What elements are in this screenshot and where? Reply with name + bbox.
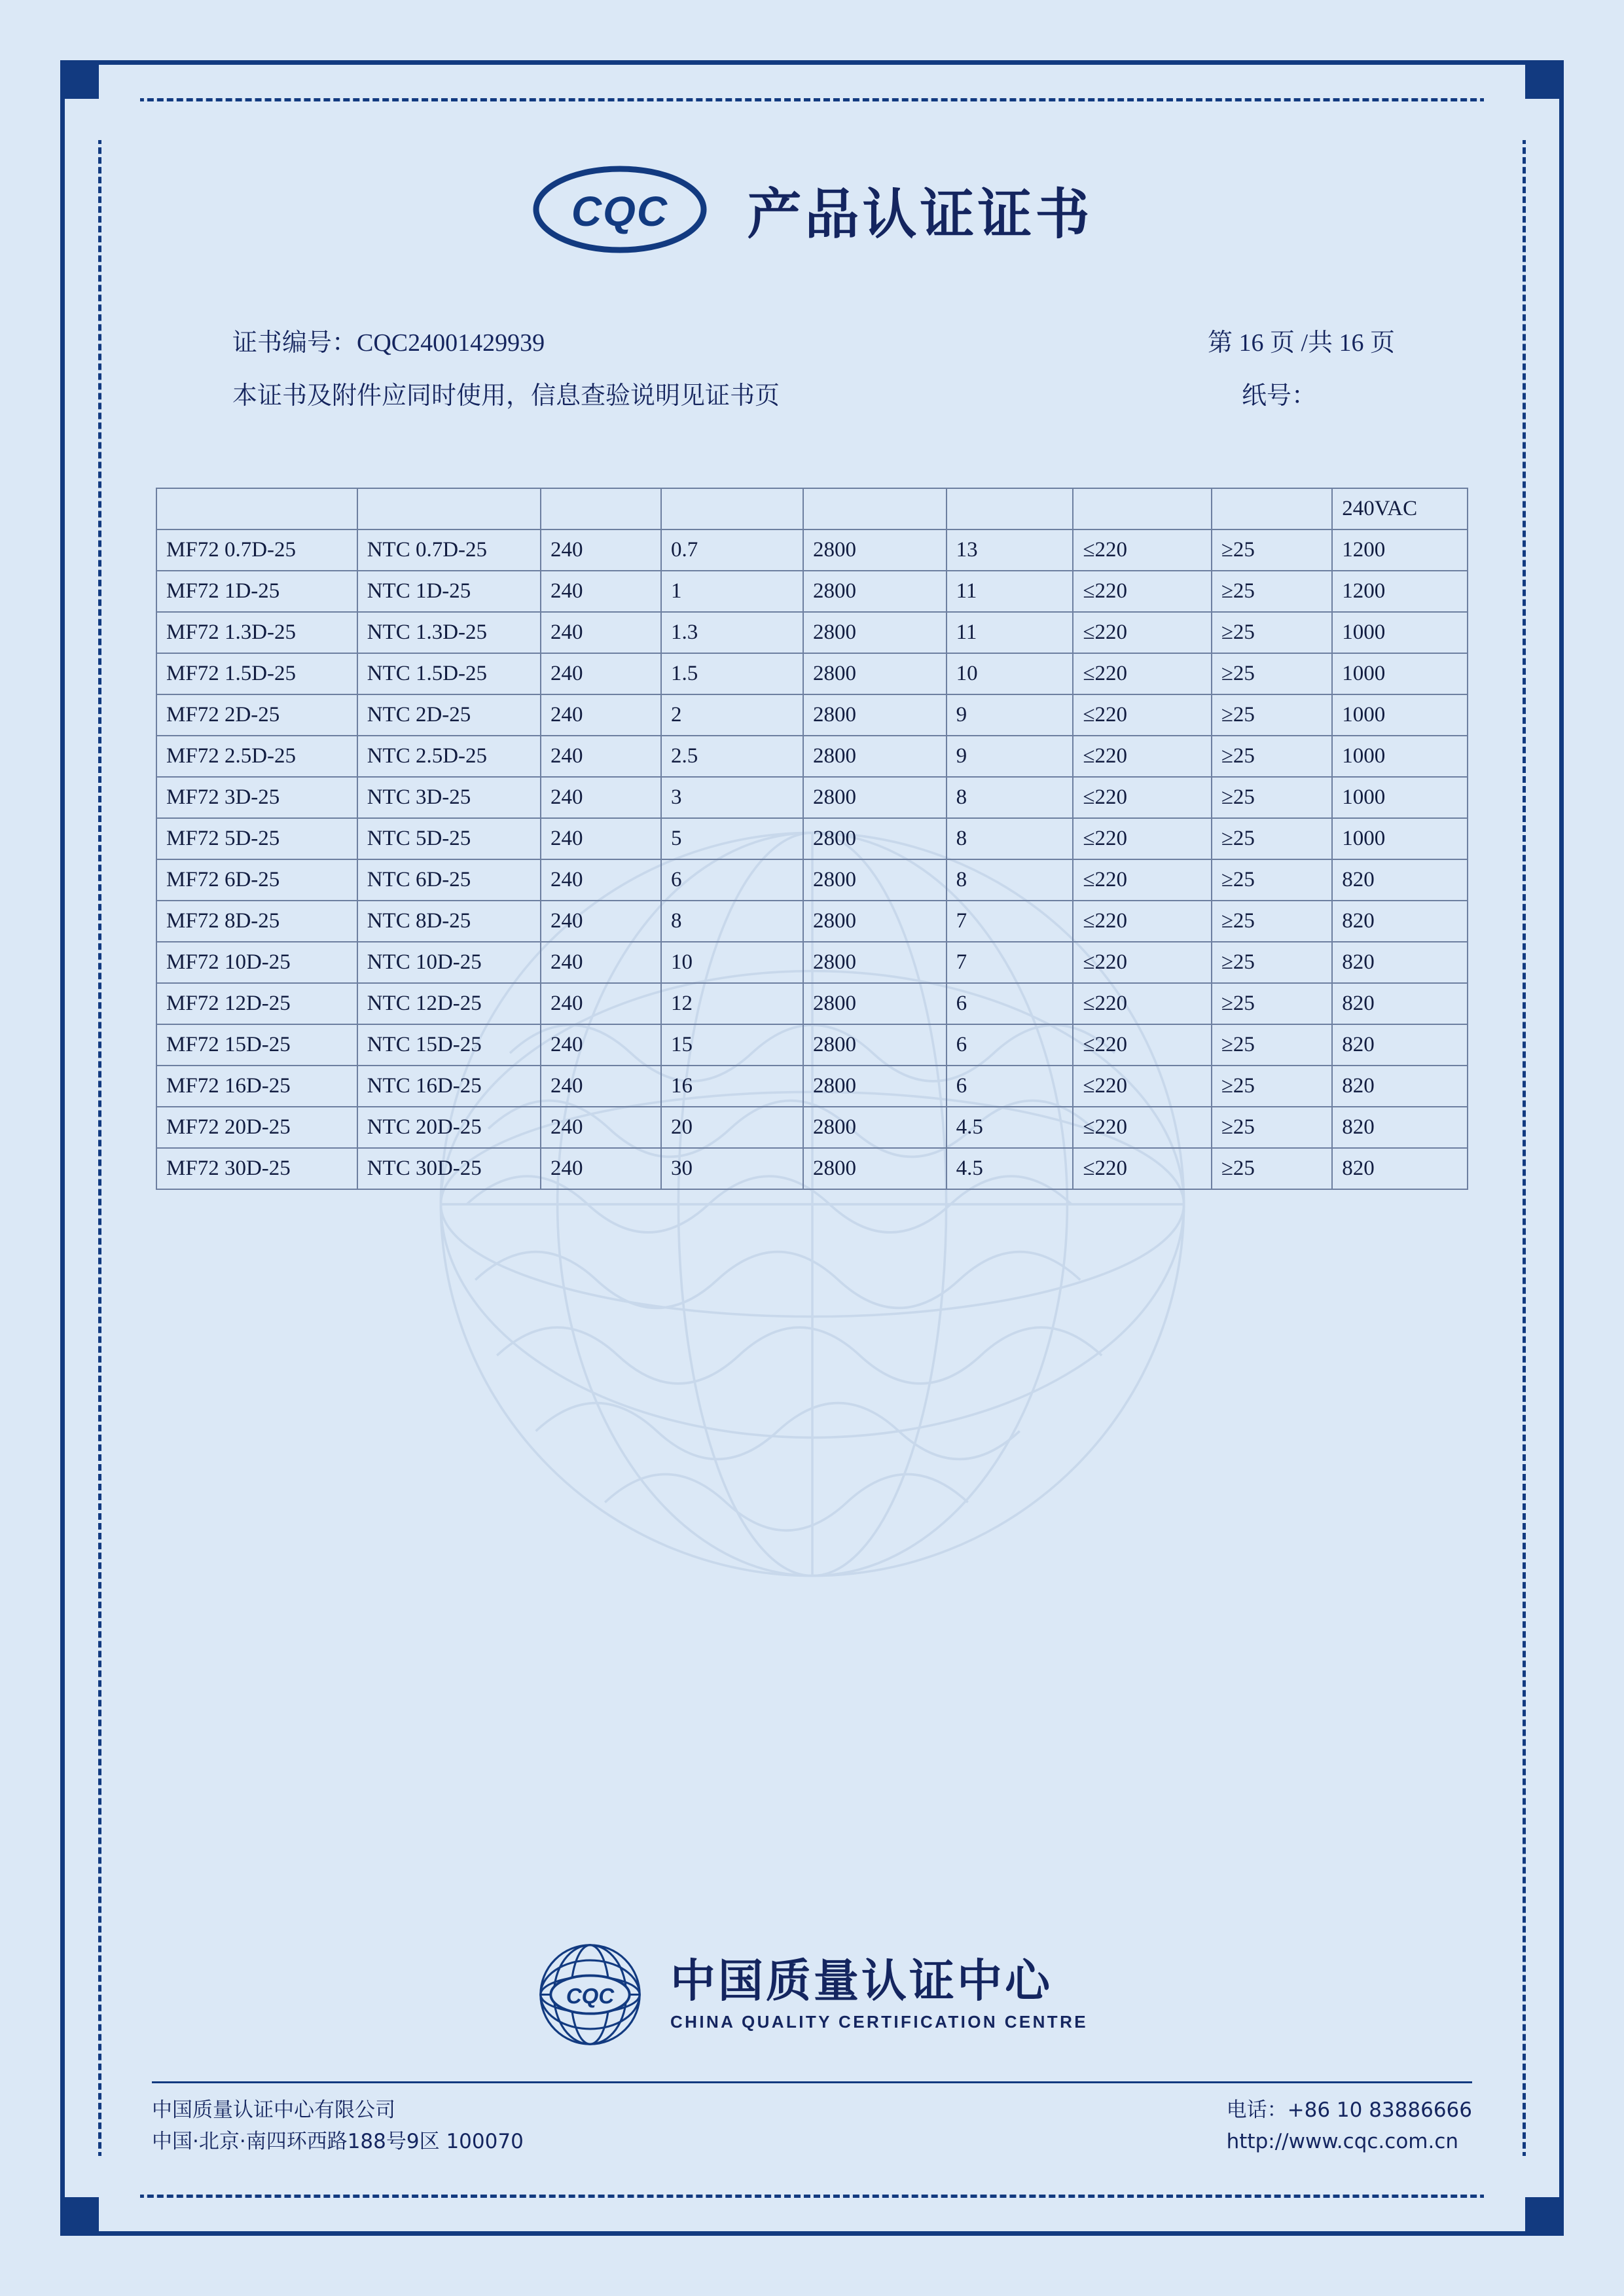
table-cell: ≥25 (1212, 942, 1332, 983)
table-cell: 820 (1332, 901, 1468, 942)
table-cell: NTC 0.7D-25 (357, 529, 541, 571)
table-cell: MF72 6D-25 (156, 859, 357, 901)
table-cell: 240 (541, 1107, 661, 1148)
footer-contact-details (1227, 2094, 1472, 2157)
table-cell: 240 (541, 777, 661, 818)
table-row (156, 653, 1468, 694)
table-cell: ≥25 (1212, 736, 1332, 777)
table-cell: 12 (661, 983, 803, 1024)
table-row (156, 1148, 1468, 1189)
table-row (156, 694, 1468, 736)
table-cell: 240 (541, 818, 661, 859)
table-row (156, 942, 1468, 983)
table-cell: 1200 (1332, 529, 1468, 571)
table-cell: 1.3 (661, 612, 803, 653)
table-cell: ≤220 (1073, 736, 1211, 777)
footer-website[interactable]: http://www.cqc.com.cn (1226, 2130, 1459, 2154)
table-cell: NTC 12D-25 (357, 983, 541, 1024)
table-cell: 8 (947, 859, 1074, 901)
footer-phone: 电话：+86 10 83886666 (1226, 2098, 1472, 2122)
table-cell: 4.5 (947, 1148, 1074, 1189)
table-cell: 11 (947, 612, 1074, 653)
certificate-header (0, 164, 1624, 255)
table-row (156, 983, 1468, 1024)
table-cell (1212, 488, 1332, 529)
footer-org-cn: 中国质量认证中心 (670, 1955, 1053, 2008)
cqc-globe-logo-icon (536, 1941, 644, 2049)
table-cell: 9 (947, 694, 1074, 736)
page-title: 产品认证证书 (747, 183, 1093, 246)
table-cell: ≤220 (1073, 983, 1211, 1024)
table-cell: MF72 1.5D-25 (156, 653, 357, 694)
table-row (156, 859, 1468, 901)
table-cell: 820 (1332, 1148, 1468, 1189)
table-cell: NTC 8D-25 (357, 901, 541, 942)
table-cell: 240 (541, 859, 661, 901)
table-cell: 2800 (803, 983, 947, 1024)
table-cell: 3 (661, 777, 803, 818)
table-cell: ≤220 (1073, 777, 1211, 818)
table-cell (541, 488, 661, 529)
table-cell: 6 (661, 859, 803, 901)
corner-notch-top-left (98, 98, 140, 140)
table-cell: MF72 5D-25 (156, 818, 357, 859)
table-cell: 240 (541, 901, 661, 942)
table-cell: 0.7 (661, 529, 803, 571)
footer-address-line1: 中国质量认证中心有限公司 (152, 2098, 395, 2122)
spec-table-body (156, 488, 1468, 1189)
table-cell: ≥25 (1212, 612, 1332, 653)
svg-text:CQC: CQC (571, 188, 668, 235)
table-cell: 2800 (803, 612, 947, 653)
spec-table (156, 488, 1468, 1190)
corner-square-bottom-right (1525, 2197, 1563, 2235)
table-cell: 1.5 (661, 653, 803, 694)
corner-notch-bottom-left (98, 2156, 140, 2198)
table-cell: 2800 (803, 736, 947, 777)
table-cell: 240 (541, 571, 661, 612)
table-cell: 1000 (1332, 653, 1468, 694)
table-cell: ≥25 (1212, 901, 1332, 942)
table-cell: NTC 10D-25 (357, 942, 541, 983)
table-cell: 820 (1332, 859, 1468, 901)
table-cell (661, 488, 803, 529)
table-cell: ≤220 (1073, 1024, 1211, 1066)
table-cell: MF72 1D-25 (156, 571, 357, 612)
table-cell: 15 (661, 1024, 803, 1066)
footer-address-line2: 中国·北京·南四环西路188号9区 100070 (152, 2130, 524, 2154)
table-cell: MF72 30D-25 (156, 1148, 357, 1189)
table-cell: ≤220 (1073, 653, 1211, 694)
table-cell: 8 (947, 777, 1074, 818)
table-cell: NTC 15D-25 (357, 1024, 541, 1066)
table-cell: ≤220 (1073, 694, 1211, 736)
table-cell: MF72 8D-25 (156, 901, 357, 942)
table-row (156, 1024, 1468, 1066)
table-cell: NTC 3D-25 (357, 777, 541, 818)
corner-notch-top-right (1484, 98, 1526, 140)
table-row (156, 571, 1468, 612)
table-cell: MF72 2.5D-25 (156, 736, 357, 777)
table-cell: MF72 20D-25 (156, 1107, 357, 1148)
corner-square-top-left (61, 61, 99, 99)
table-cell: ≥25 (1212, 529, 1332, 571)
table-cell: ≤220 (1073, 859, 1211, 901)
spec-table-container (156, 488, 1468, 1190)
table-cell: MF72 12D-25 (156, 983, 357, 1024)
table-cell: 30 (661, 1148, 803, 1189)
table-cell: NTC 6D-25 (357, 859, 541, 901)
table-cell: 6 (947, 1024, 1074, 1066)
table-cell: NTC 5D-25 (357, 818, 541, 859)
usage-notice: 本证书及附件应同时使用，信息查验说明见证书页 (232, 382, 780, 410)
table-row (156, 818, 1468, 859)
table-cell: 5 (661, 818, 803, 859)
table-cell: MF72 2D-25 (156, 694, 357, 736)
table-cell: 2800 (803, 859, 947, 901)
table-cell: 240 (541, 942, 661, 983)
table-cell: 8 (661, 901, 803, 942)
table-cell: ≤220 (1073, 1107, 1211, 1148)
table-cell: 240 (541, 653, 661, 694)
table-cell: ≤220 (1073, 1066, 1211, 1107)
corner-square-top-right (1525, 61, 1563, 99)
table-cell: 240 (541, 983, 661, 1024)
table-cell: 1000 (1332, 777, 1468, 818)
footer-org-names (670, 1957, 1088, 2032)
table-cell: 240 (541, 1024, 661, 1066)
table-cell: 2800 (803, 777, 947, 818)
meta-row-cert-no (232, 331, 1421, 355)
table-cell: 2 (661, 694, 803, 736)
footer-contact (152, 2094, 1472, 2157)
table-cell: 2800 (803, 571, 947, 612)
table-cell: 10 (661, 942, 803, 983)
table-cell: ≤220 (1073, 942, 1211, 983)
table-cell: 1200 (1332, 571, 1468, 612)
corner-square-bottom-left (61, 2197, 99, 2235)
table-cell: 2800 (803, 818, 947, 859)
table-cell: ≥25 (1212, 1024, 1332, 1066)
table-cell: 8 (947, 818, 1074, 859)
table-cell: 20 (661, 1107, 803, 1148)
svg-text:CQC: CQC (566, 1984, 615, 2009)
table-cell: MF72 3D-25 (156, 777, 357, 818)
table-cell: ≥25 (1212, 653, 1332, 694)
table-cell: 240 (541, 529, 661, 571)
table-cell: ≥25 (1212, 983, 1332, 1024)
cert-no (232, 331, 545, 355)
table-cell: 11 (947, 571, 1074, 612)
table-cell: 240 (541, 1066, 661, 1107)
table-cell: 2.5 (661, 736, 803, 777)
table-cell: 820 (1332, 1107, 1468, 1148)
table-cell: 7 (947, 901, 1074, 942)
table-cell: NTC 1.3D-25 (357, 612, 541, 653)
table-cell: 2800 (803, 653, 947, 694)
table-cell: 6 (947, 983, 1074, 1024)
table-cell: NTC 20D-25 (357, 1107, 541, 1148)
meta-row-notice (232, 384, 1421, 408)
footer-address (152, 2094, 524, 2157)
table-row (156, 1066, 1468, 1107)
corner-notch-bottom-right (1484, 2156, 1526, 2198)
table-cell (803, 488, 947, 529)
table-cell: 1000 (1332, 818, 1468, 859)
table-cell: ≥25 (1212, 1066, 1332, 1107)
table-cell: 2800 (803, 901, 947, 942)
table-cell: 2800 (803, 1148, 947, 1189)
table-cell: 1000 (1332, 736, 1468, 777)
table-cell: ≥25 (1212, 1107, 1332, 1148)
table-cell: MF72 0.7D-25 (156, 529, 357, 571)
table-cell: 9 (947, 736, 1074, 777)
footer-logo-block (0, 1941, 1624, 2049)
table-cell: 2800 (803, 1024, 947, 1066)
table-cell: MF72 10D-25 (156, 942, 357, 983)
table-header-row (156, 488, 1468, 529)
table-cell: 820 (1332, 983, 1468, 1024)
table-cell (947, 488, 1074, 529)
table-cell: 2800 (803, 1107, 947, 1148)
table-row (156, 1107, 1468, 1148)
table-cell: 2800 (803, 529, 947, 571)
table-cell: 240 (541, 694, 661, 736)
table-cell: 240VAC (1332, 488, 1468, 529)
table-cell: MF72 1.3D-25 (156, 612, 357, 653)
cert-no-value: CQC24001429939 (357, 329, 545, 357)
footer-divider (152, 2081, 1472, 2083)
certificate-meta (232, 331, 1421, 437)
table-cell: ≥25 (1212, 818, 1332, 859)
table-cell: NTC 2D-25 (357, 694, 541, 736)
footer-org-en: CHINA QUALITY CERTIFICATION CENTRE (670, 2011, 1088, 2032)
table-cell: ≤220 (1073, 612, 1211, 653)
table-cell: NTC 1D-25 (357, 571, 541, 612)
table-cell: ≥25 (1212, 859, 1332, 901)
table-cell: 820 (1332, 1066, 1468, 1107)
table-cell (156, 488, 357, 529)
table-cell: ≤220 (1073, 1148, 1211, 1189)
table-cell: NTC 1.5D-25 (357, 653, 541, 694)
table-cell: 240 (541, 1148, 661, 1189)
table-cell: 16 (661, 1066, 803, 1107)
table-cell: ≤220 (1073, 818, 1211, 859)
table-cell: 820 (1332, 1024, 1468, 1066)
table-cell: 240 (541, 612, 661, 653)
table-cell: ≥25 (1212, 777, 1332, 818)
table-cell: 10 (947, 653, 1074, 694)
table-row (156, 777, 1468, 818)
table-cell: MF72 16D-25 (156, 1066, 357, 1107)
table-cell: ≥25 (1212, 571, 1332, 612)
table-cell: NTC 2.5D-25 (357, 736, 541, 777)
paper-no-label: 纸号： (1241, 382, 1316, 410)
table-cell: 2800 (803, 694, 947, 736)
table-cell: NTC 30D-25 (357, 1148, 541, 1189)
table-cell: ≤220 (1073, 571, 1211, 612)
table-cell: 240 (541, 736, 661, 777)
table-cell: 7 (947, 942, 1074, 983)
table-cell: 1000 (1332, 612, 1468, 653)
table-cell: 6 (947, 1066, 1074, 1107)
table-cell: 1 (661, 571, 803, 612)
table-cell: ≤220 (1073, 901, 1211, 942)
table-cell: 2800 (803, 942, 947, 983)
cqc-oval-logo-icon (532, 164, 708, 255)
table-row (156, 612, 1468, 653)
table-cell: 1000 (1332, 694, 1468, 736)
table-row (156, 529, 1468, 571)
table-cell (1073, 488, 1211, 529)
cert-no-label: 证书编号： (232, 329, 357, 357)
table-row (156, 736, 1468, 777)
table-cell: 4.5 (947, 1107, 1074, 1148)
table-cell: NTC 16D-25 (357, 1066, 541, 1107)
table-cell: 2800 (803, 1066, 947, 1107)
table-row (156, 901, 1468, 942)
table-cell: ≥25 (1212, 1148, 1332, 1189)
table-cell: ≥25 (1212, 694, 1332, 736)
table-cell (357, 488, 541, 529)
table-cell: 820 (1332, 942, 1468, 983)
table-cell: ≤220 (1073, 529, 1211, 571)
table-cell: MF72 15D-25 (156, 1024, 357, 1066)
table-cell: 13 (947, 529, 1074, 571)
page-indicator: 第 16 页 /共 16 页 (1207, 329, 1395, 357)
